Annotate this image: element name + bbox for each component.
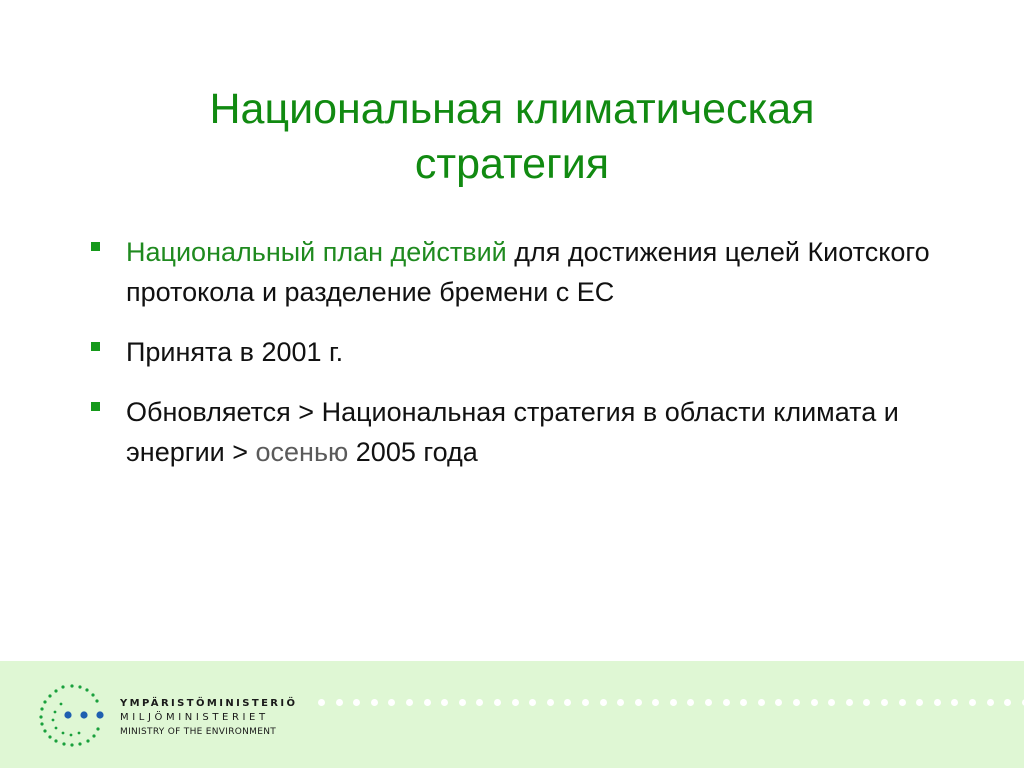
- footer-dot: [969, 699, 976, 706]
- bullet-1-text: для достижения целей Киотского протокола и разделение бремени с ЕС: [126, 237, 930, 307]
- footer-dot: [934, 699, 941, 706]
- footer-dot: [424, 699, 431, 706]
- footer-dot: [547, 699, 554, 706]
- footer-dot: [406, 699, 413, 706]
- footer-dot: [459, 699, 466, 706]
- footer-dot: [670, 699, 677, 706]
- footer-dot: [652, 699, 659, 706]
- slide-title: [112, 82, 912, 192]
- bullet-list: [86, 232, 966, 472]
- footer-dot: [740, 699, 747, 706]
- ministry-logo-text: [120, 697, 297, 739]
- footer-dot: [811, 699, 818, 706]
- square-bullet-icon: [91, 402, 100, 411]
- footer-dot: [371, 699, 378, 706]
- footer-dot: [529, 699, 536, 706]
- footer-dot: [494, 699, 501, 706]
- bullet-item-3: [86, 392, 966, 472]
- footer-dot: [846, 699, 853, 706]
- footer-dot: [916, 699, 923, 706]
- square-bullet-icon: [91, 342, 100, 351]
- footer-dot: [600, 699, 607, 706]
- logo-name-finnish: YMPÄRISTÖMINISTERIÖ: [120, 698, 298, 709]
- footer-dot: [318, 699, 325, 706]
- bullet-1-highlight: Национальный план действий: [126, 237, 507, 267]
- footer-dot: [793, 699, 800, 706]
- ministry-circle-logo-icon: [34, 682, 110, 748]
- bullet-2-text: Принята в 2001 г.: [126, 337, 344, 367]
- bullet-3-text-before: Обновляется > Национальная стратегия в области климата и энергии >: [126, 397, 899, 467]
- footer-dot: [617, 699, 624, 706]
- bullet-item-1: [86, 232, 966, 312]
- footer-dot: [512, 699, 519, 706]
- bullet-3-highlight: осенью: [255, 437, 349, 467]
- square-bullet-icon: [91, 242, 100, 251]
- footer-dot: [635, 699, 642, 706]
- footer-dot: [687, 699, 694, 706]
- footer-dot: [353, 699, 360, 706]
- logo-name-swedish: MILJÖMINISTERIET: [120, 712, 269, 723]
- footer-dot: [899, 699, 906, 706]
- logo-name-english: MINISTRY OF THE ENVIRONMENT: [120, 727, 277, 737]
- footer-dot: [705, 699, 712, 706]
- bullet-3-text-after: 2005 года: [348, 437, 478, 467]
- footer-dot: [951, 699, 958, 706]
- footer-dot: [441, 699, 448, 706]
- footer-dot: [564, 699, 571, 706]
- bullet-item-2: [86, 332, 966, 372]
- slide-title-line-2: стратегия: [414, 140, 610, 188]
- footer-dot: [863, 699, 870, 706]
- footer-dot: [582, 699, 589, 706]
- footer-dot: [336, 699, 343, 706]
- footer-dot: [388, 699, 395, 706]
- slide-title-line-1: Национальная климатическая: [209, 85, 815, 133]
- footer-dot: [758, 699, 765, 706]
- footer-dot: [987, 699, 994, 706]
- footer-dot: [476, 699, 483, 706]
- footer-dotted-line: [318, 699, 1008, 711]
- footer-dot: [775, 699, 782, 706]
- footer-dot: [723, 699, 730, 706]
- footer-dot: [881, 699, 888, 706]
- footer-dot: [828, 699, 835, 706]
